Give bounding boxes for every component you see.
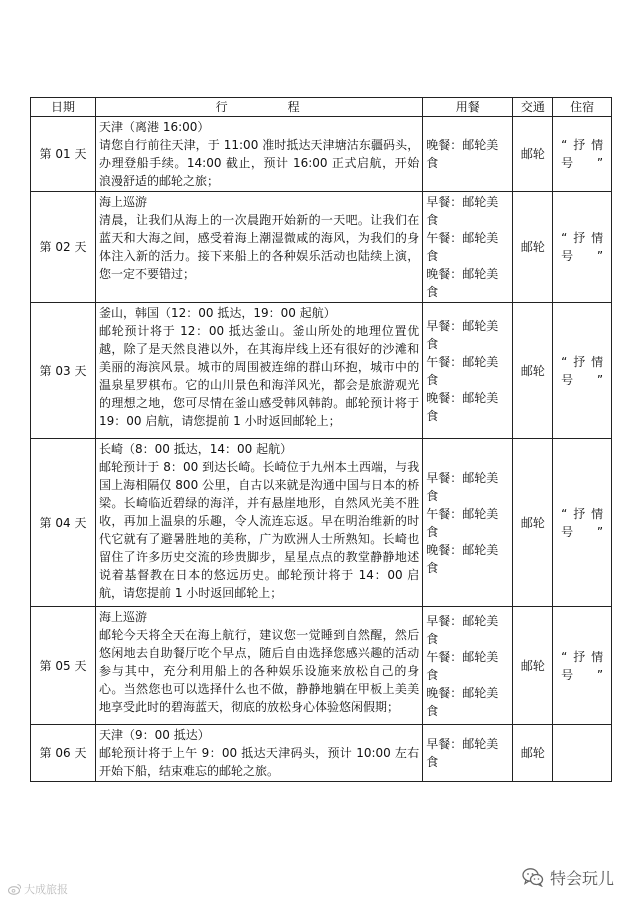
traffic-cell: 邮轮 (513, 725, 553, 782)
meal-item: 晚餐：邮轮美食 (426, 138, 499, 170)
itinerary-description: 请您自行前往天津，于 11:00 准时抵达天津塘沽东疆码头，办理登船手续。14:00 截止，预计 16:00 正式启航，开始浪漫舒适的邮轮之旅； (99, 138, 420, 188)
traffic-cell: 邮轮 (513, 439, 553, 607)
itinerary-title: 天津（离港 16:00） (99, 120, 210, 134)
traffic-cell: 邮轮 (513, 303, 553, 439)
stay-text: “抒情号” (561, 231, 604, 263)
stay-text: “抒情号” (561, 354, 604, 387)
itinerary-cell (96, 725, 423, 782)
day-cell: 第 03 天 (31, 303, 96, 439)
stay-cell (553, 725, 612, 782)
stay-cell (553, 607, 612, 725)
itinerary-cell (96, 303, 423, 439)
meals-cell (423, 607, 513, 725)
meals-cell (423, 439, 513, 607)
meal-item: 早餐：邮轮美食 (426, 318, 499, 351)
meal-item: 晚餐：邮轮美食 (426, 542, 499, 575)
meal-item: 早餐：邮轮美食 (426, 613, 499, 646)
itinerary-title: 海上巡游 (99, 195, 148, 209)
meals-cell (423, 725, 513, 782)
meal-item: 午餐：邮轮美食 (426, 354, 499, 387)
stay-text: “抒情号” (561, 138, 604, 170)
meals-cell (423, 303, 513, 439)
header-itinerary: 行程 (96, 98, 423, 117)
table-row (31, 607, 612, 725)
header-traffic: 交通 (513, 98, 553, 117)
traffic-cell: 邮轮 (513, 117, 553, 192)
traffic-cell: 邮轮 (513, 607, 553, 725)
table-row (31, 725, 612, 782)
itinerary-title: 釜山，韩国（12：00 抵达，19：00 起航） (99, 306, 336, 320)
itinerary-cell (96, 192, 423, 303)
meal-item: 晚餐：邮轮美食 (426, 390, 499, 423)
wechat-icon (522, 867, 544, 887)
stay-cell (553, 303, 612, 439)
stay-text: “抒情号” (561, 506, 604, 539)
itinerary-cell (96, 607, 423, 725)
traffic-cell: 邮轮 (513, 192, 553, 303)
table-row (31, 439, 612, 607)
day-cell: 第 06 天 (31, 725, 96, 782)
watermark (522, 865, 614, 889)
meal-item: 午餐：邮轮美食 (426, 649, 499, 682)
itinerary-title: 长崎（8：00 抵达，14：00 起航） (99, 442, 293, 456)
meal-item: 早餐：邮轮美食 (426, 470, 499, 503)
header-stay: 住宿 (553, 98, 612, 117)
meal-item: 午餐：邮轮美食 (426, 506, 499, 539)
header-day: 日期 (31, 98, 96, 117)
stay-cell (553, 192, 612, 303)
watermark-text: 特会玩儿 (549, 868, 614, 888)
table-row (31, 303, 612, 439)
table-row (31, 192, 612, 303)
meals-cell (423, 117, 513, 192)
meal-item: 早餐：邮轮美食 (426, 195, 499, 227)
itinerary-description: 邮轮预计将于上午 9：00 抵达天津码头，预计 10:00 左右开始下船，结束难忘的邮轮之旅。 (99, 746, 420, 778)
day-cell: 第 04 天 (31, 439, 96, 607)
meal-item: 午餐：邮轮美食 (426, 231, 499, 263)
corner-logo-text: 大成旅报 (24, 883, 68, 896)
weibo-icon (8, 883, 22, 895)
itinerary-title: 海上巡游 (99, 610, 148, 624)
day-cell: 第 01 天 (31, 117, 96, 192)
itinerary-title: 天津（9：00 抵达） (99, 728, 210, 742)
meal-item: 晚餐：邮轮美食 (426, 685, 499, 718)
table-row (31, 117, 612, 192)
itinerary-description: 清晨，让我们从海上的一次晨跑开始新的一天吧。让我们在蓝天和大海之间，感受着海上潮湿微咸的海风，为我们的身体注入新的活力。接下来船上的各种娱乐活动也陆续上演，您一定不要错过； (99, 213, 420, 281)
corner-logo (8, 881, 68, 897)
itinerary-description: 邮轮预计将于 12：00 抵达釜山。釜山所处的地理位置优越，除了是天然良港以外，在其海岸线上还有很好的沙滩和美丽的海滨风景。城市的周围被连绵的群山环抱，城市中的温泉星罗棋布。它的山川景色和海洋风光，都会是旅游观光的理想之地，您可尽情在釜山感受韩风韩韵。邮轮预计将于 19：00 启航，请您提前 1 小时返回邮轮上； (99, 324, 420, 428)
stay-cell (553, 439, 612, 607)
itinerary-description: 邮轮今天将全天在海上航行，建议您一觉睡到自然醒，然后悠闲地去自助餐厅吃个早点，随后自由选择您感兴趣的活动参与其中，充分利用船上的各种娱乐设施来放松自己的身心。当然您也可以选择什么也不做，静静地躺在甲板上美美地享受此时的碧海蓝天，彻底的放松身心体验悠闲假期； (99, 628, 420, 714)
day-cell: 第 05 天 (31, 607, 96, 725)
day-cell: 第 02 天 (31, 192, 96, 303)
itinerary-table (30, 97, 612, 782)
meal-item: 晚餐：邮轮美食 (426, 267, 499, 299)
stay-cell (553, 117, 612, 192)
meals-cell (423, 192, 513, 303)
itinerary-cell (96, 117, 423, 192)
itinerary-description: 邮轮预计于 8：00 到达长崎。长崎位于九州本土西端，与我国上海相隔仅 800 公里，自古以来就是沟通中国与日本的桥梁。长崎临近碧绿的海洋，并有悬崖地形，自然风光美不胜收，再加上温泉的乐趣，令人流连忘返。早在明治维新的时代它就有了避暑胜地的美称，广为欧洲人士所熟知。长崎也留住了许多历史交流的珍贵脚步，星星点点的教堂静静地述说着基督教在日本的悠远历史。邮轮预计将于 14：00 启航，请您提前 1 小时返回邮轮上； (99, 460, 420, 600)
table-header-row (31, 98, 612, 117)
header-meals: 用餐 (423, 98, 513, 117)
itinerary-cell (96, 439, 423, 607)
stay-text: “抒情号” (561, 649, 604, 682)
meal-item: 早餐：邮轮美食 (426, 737, 499, 769)
